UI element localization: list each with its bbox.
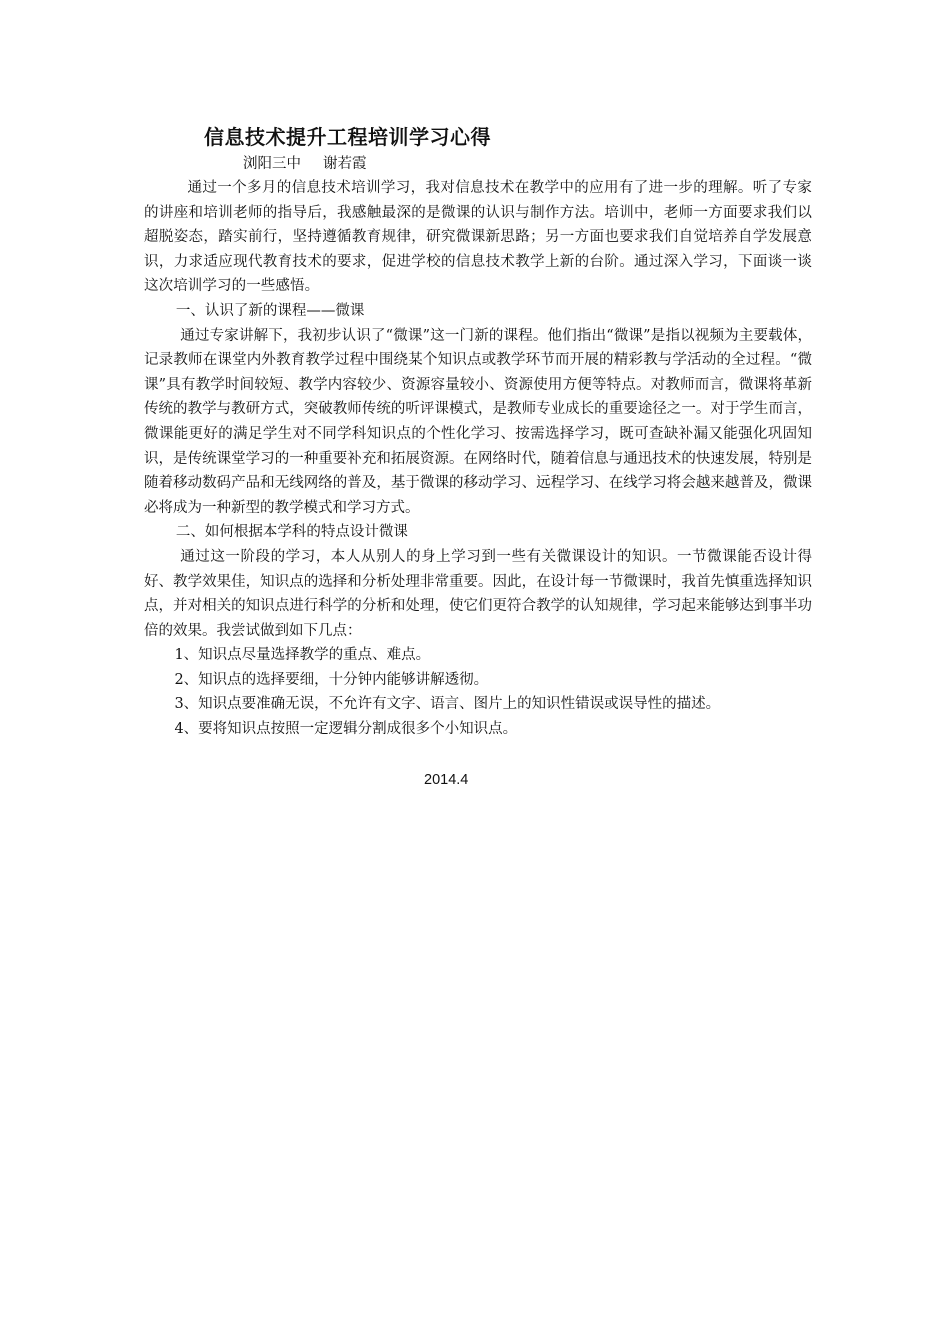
section-1-paragraph: 通过专家讲解下，我初步认识了“微课”这一门新的课程。他们指出“微课”是指以视频为主要载体，记录教师在课堂内外教育教学过程中围绕某个知识点或教学环节而开展的精彩教与学活动的全过程。“微课”具有教学时间较短、教学内容较少、资源容量较小、资源使用方便等特点。对教师而言，微课将革新传统的教学与教研方式，突破教师传统的听评课模式，是教师专业成长的重要途径之一。对于学生而言，微课能更好的满足学生对不同学科知识点的个性化学习、按需选择学习，既可查缺补漏又能强化巩固知识，是传统课堂学习的一种重要补充和拓展资源。在网络时代，随着信息与通迅技术的快速发展，特别是随着移动数码产品和无线网络的普及，基于微课的移动学习、远程学习、在线学习将会越来越普及，微课必将成为一种新型的教学模式和学习方式。 — [144, 327, 812, 516]
document-title: 信息技术提升工程培训学习心得 — [204, 125, 491, 149]
section-heading-2: 二、如何根据本学科的特点设计微课 — [175, 524, 408, 541]
school-name: 浏阳三中 — [243, 156, 301, 172]
list-item-3: 3、知识点要准确无误，不允许有文字、语言、图片上的知识性错误或误导性的描述。 — [174, 696, 721, 713]
author-name: 谢若霞 — [323, 156, 367, 172]
document-date: 2014.4 — [424, 772, 469, 788]
list-item-4: 4、要将知识点按照一定逻辑分割成很多个小知识点。 — [174, 721, 518, 738]
section-heading-1: 一、认识了新的课程——微课 — [175, 302, 365, 319]
document-body — [144, 176, 812, 742]
list-item-1: 1、知识点尽量选择教学的重点、难点。 — [174, 647, 431, 664]
section-2-paragraph: 通过这一阶段的学习，本人从别人的身上学习到一些有关微课设计的知识。一节微课能否设计得好、教学效果佳，知识点的选择和分析处理非常重要。因此，在设计每一节微课时，我首先慎重选择知识点，并对相关的知识点进行科学的分析和处理，使它们更符合教学的认知规律，学习起来能够达到事半功倍的效果。我尝试做到如下几点： — [144, 548, 812, 639]
byline — [243, 152, 367, 173]
intro-paragraph: 通过一个多月的信息技术培训学习，我对信息技术在教学中的应用有了进一步的理解。听了专家的讲座和培训老师的指导后，我感触最深的是微课的认识与制作方法。培训中，老师一方面要求我们以超脱姿态，踏实前行，坚持遵循教育规律，研究微课新思路；另一方面也要求我们自觉培养自学发展意识，力求适应现代教育技术的要求，促进学校的信息技术教学上新的台阶。通过深入学习，下面谈一谈这次培训学习的一些感悟。 — [144, 180, 812, 295]
list-item-2: 2、知识点的选择要细，十分钟内能够讲解透彻。 — [174, 671, 489, 688]
